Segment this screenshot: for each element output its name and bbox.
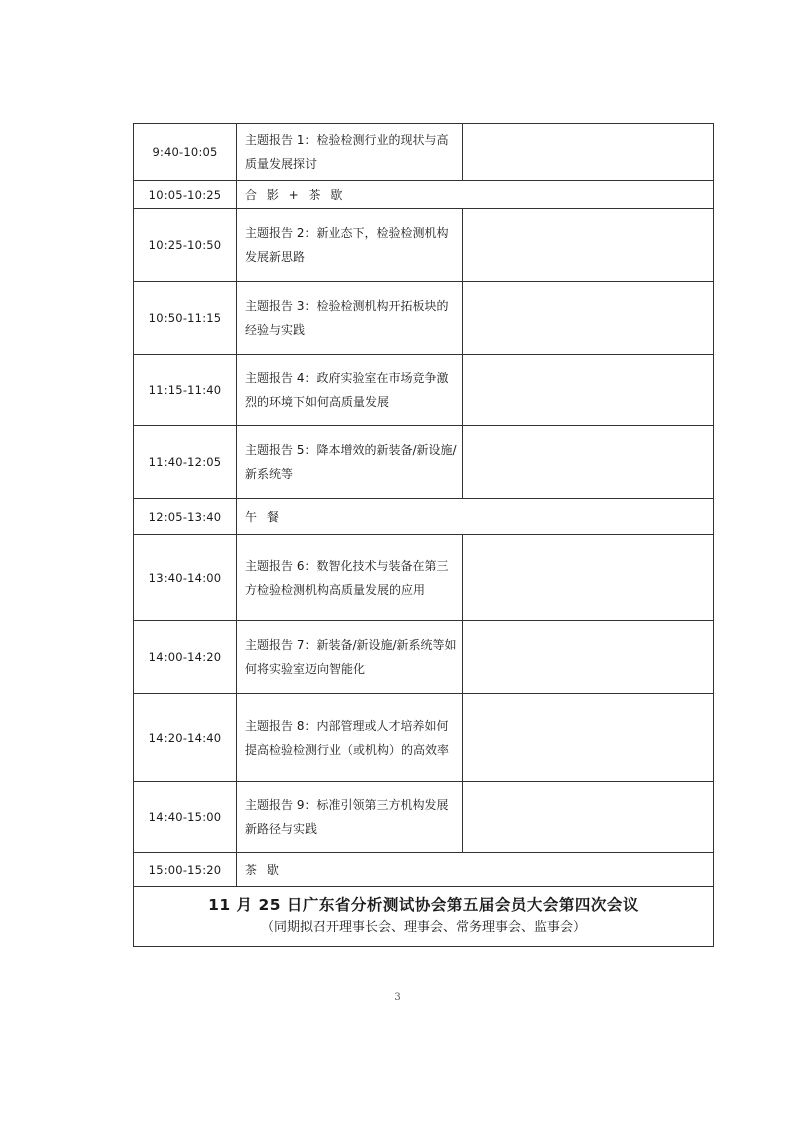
empty-cell	[463, 694, 714, 782]
empty-cell	[463, 124, 714, 181]
table-row	[134, 209, 714, 282]
table-row	[134, 535, 714, 621]
table-row	[134, 621, 714, 694]
time-cell: 14:20-14:40	[134, 694, 237, 782]
time-cell: 9:40-10:05	[134, 124, 237, 181]
topic-cell: 主题报告 4：政府实验室在市场竞争激烈的环境下如何高质量发展	[237, 355, 463, 426]
topic-cell: 主题报告 6：数智化技术与装备在第三方检验检测机构高质量发展的应用	[237, 535, 463, 621]
table-row	[134, 124, 714, 181]
time-cell: 10:50-11:15	[134, 282, 237, 355]
table-row	[134, 853, 714, 887]
table-row	[134, 499, 714, 535]
meeting-title: 11 月 25 日广东省分析测试协会第五届会员大会第四次会议	[208, 896, 639, 914]
table-row	[134, 782, 714, 853]
time-cell: 10:25-10:50	[134, 209, 237, 282]
time-cell: 11:40-12:05	[134, 426, 237, 499]
topic-cell: 主题报告 5：降本增效的新装备/新设施/新系统等	[237, 426, 463, 499]
table-row	[134, 426, 714, 499]
meeting-announcement-cell	[134, 887, 714, 947]
time-cell: 14:40-15:00	[134, 782, 237, 853]
table-row	[134, 355, 714, 426]
table-row	[134, 887, 714, 947]
empty-cell	[463, 282, 714, 355]
time-cell: 12:05-13:40	[134, 499, 237, 535]
topic-cell: 主题报告 1：检验检测行业的现状与高质量发展探讨	[237, 124, 463, 181]
topic-cell: 主题报告 7：新装备/新设施/新系统等如何将实验室迈向智能化	[237, 621, 463, 694]
topic-cell: 主题报告 9：标准引领第三方机构发展新路径与实践	[237, 782, 463, 853]
time-cell: 10:05-10:25	[134, 181, 237, 209]
table-row	[134, 694, 714, 782]
topic-cell: 主题报告 3：检验检测机构开拓板块的经验与实践	[237, 282, 463, 355]
empty-cell	[463, 782, 714, 853]
time-cell: 14:00-14:20	[134, 621, 237, 694]
schedule-table	[133, 123, 714, 947]
time-cell: 13:40-14:00	[134, 535, 237, 621]
empty-cell	[463, 535, 714, 621]
meeting-subtitle: （同期拟召开理事长会、理事会、常务理事会、监事会）	[260, 920, 586, 935]
topic-cell: 主题报告 2：新业态下，检验检测机构发展新思路	[237, 209, 463, 282]
time-cell: 15:00-15:20	[134, 853, 237, 887]
activity-cell: 午 餐	[237, 499, 714, 535]
page-number: 3	[394, 992, 401, 1003]
activity-cell: 合 影 + 茶 歇	[237, 181, 714, 209]
topic-cell: 主题报告 8：内部管理或人才培养如何提高检验检测行业（或机构）的高效率	[237, 694, 463, 782]
empty-cell	[463, 426, 714, 499]
activity-cell: 茶 歇	[237, 853, 714, 887]
table-row	[134, 282, 714, 355]
table-row	[134, 181, 714, 209]
empty-cell	[463, 355, 714, 426]
empty-cell	[463, 621, 714, 694]
time-cell: 11:15-11:40	[134, 355, 237, 426]
empty-cell	[463, 209, 714, 282]
